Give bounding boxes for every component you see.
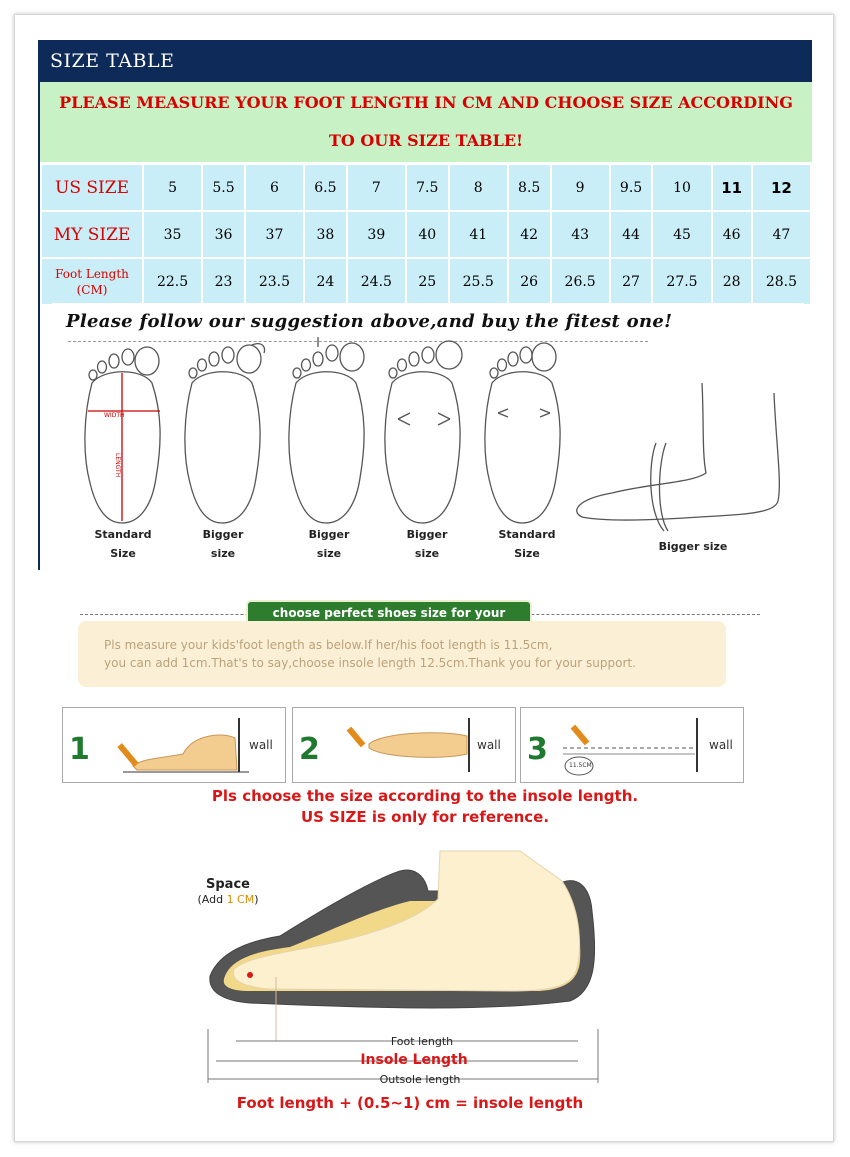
foot-caption-line: Size <box>110 547 136 560</box>
table-cell: 9 <box>552 165 609 210</box>
table-cell: 27 <box>611 259 652 304</box>
table-cell: 8 <box>450 165 507 210</box>
size-instruction <box>40 82 812 162</box>
insole-length-label: Insole Length <box>360 1052 468 1068</box>
foot-caption-line: size <box>414 547 440 560</box>
feet-illustration <box>52 333 804 543</box>
table-cell: 5 <box>144 165 201 210</box>
table-cell: 45 <box>653 212 710 257</box>
foot-caption-bigger-side: Bigger size <box>658 540 728 553</box>
size-chart-table <box>40 163 812 306</box>
space-note <box>188 893 268 906</box>
table-cell: 28.5 <box>753 259 810 304</box>
foot-length-row <box>42 259 810 304</box>
outsole-length-label: Outsole length <box>379 1073 461 1086</box>
foot-caption-standard <box>492 525 562 563</box>
instruction-line-2: TO OUR SIZE TABLE! <box>328 131 524 150</box>
table-cell: 10 <box>653 165 710 210</box>
width-label: WIDTH <box>104 412 125 419</box>
table-cell: 23 <box>203 259 244 304</box>
table-cell: 6 <box>246 165 303 210</box>
foot-caption-line: Bigger <box>406 528 448 541</box>
foot-caption-bigger <box>188 525 258 563</box>
table-cell: 42 <box>509 212 550 257</box>
table-cell: 43 <box>552 212 609 257</box>
foot-caption-line: Standard <box>94 528 152 541</box>
step-number: 3 <box>527 732 548 767</box>
space-note-accent: 1 CM <box>226 893 255 906</box>
table-cell: 46 <box>713 212 751 257</box>
table-cell: 38 <box>305 212 346 257</box>
wall-label: wall <box>709 738 733 752</box>
table-cell: 9.5 <box>611 165 652 210</box>
wall-label: wall <box>249 738 273 752</box>
table-cell: 28 <box>713 259 751 304</box>
table-cell: 24.5 <box>348 259 405 304</box>
table-cell: 47 <box>753 212 810 257</box>
size-table-title: SIZE TABLE <box>40 40 812 82</box>
table-cell: 37 <box>246 212 303 257</box>
insole-formula: Foot length + (0.5~1) cm = insole length <box>236 1094 584 1112</box>
suggestion-text: Please follow our suggestion above,and buy the fitest one! <box>66 311 673 332</box>
kids-guide-title: choose perfect shoes size for your <box>248 602 530 624</box>
kids-guide-note <box>78 621 726 687</box>
length-label: LENGTH <box>114 453 121 478</box>
shoe-foot-diagram <box>190 841 610 1041</box>
ruler-value-label: 11.5CM <box>569 762 592 769</box>
step-number: 2 <box>299 732 320 767</box>
table-cell: 7.5 <box>407 165 448 210</box>
foot-caption-line: Standard <box>498 528 556 541</box>
table-cell: 7 <box>348 165 405 210</box>
row-label-my-size: MY SIZE <box>42 212 142 257</box>
table-cell: 36 <box>203 212 244 257</box>
fit-suggestion-panel <box>52 303 804 571</box>
row-label-foot-length <box>42 259 142 304</box>
foot-length-unit: (CM) <box>76 282 108 297</box>
table-cell: 40 <box>407 212 448 257</box>
space-note-prefix: (Add <box>197 893 227 906</box>
foot-length-label: Foot length <box>390 1035 454 1048</box>
foot-caption-line: size <box>316 547 342 560</box>
row-label-us-size: US SIZE <box>42 165 142 210</box>
table-cell: 39 <box>348 212 405 257</box>
us-size-notice: US SIZE is only for reference. <box>300 808 550 826</box>
measure-step-1 <box>62 707 286 783</box>
kids-size-guide <box>40 571 810 1116</box>
foot-caption-line: Size <box>514 547 540 560</box>
table-cell: 8.5 <box>509 165 550 210</box>
note-line-2: you can add 1cm.That's to say,choose insole length 12.5cm.Thank you for your support. <box>104 656 636 670</box>
foot-caption-line: size <box>210 547 236 560</box>
table-cell: 24 <box>305 259 346 304</box>
measure-step-2 <box>292 707 516 783</box>
standard-foot-drawing <box>85 347 160 523</box>
table-cell: 44 <box>611 212 652 257</box>
space-note-suffix: ) <box>254 893 259 906</box>
table-cell: 25 <box>407 259 448 304</box>
foot-caption-standard <box>88 525 158 563</box>
table-cell: 27.5 <box>653 259 710 304</box>
table-cell: 26.5 <box>552 259 609 304</box>
step-number: 1 <box>69 732 90 767</box>
table-cell: 23.5 <box>246 259 303 304</box>
note-line-1: Pls measure your kids'foot length as below.If her/his foot length is 11.5cm, <box>104 638 553 652</box>
foot-caption-line: Bigger <box>308 528 350 541</box>
table-cell: 35 <box>144 212 201 257</box>
table-cell: 6.5 <box>305 165 346 210</box>
insole-notice: Pls choose the size according to the insole length. <box>211 787 639 805</box>
table-cell: 41 <box>450 212 507 257</box>
foot-length-label: Foot Length <box>55 266 129 281</box>
space-label: Space <box>206 877 250 892</box>
foot-caption-bigger <box>294 525 364 563</box>
foot-top-view-icon <box>333 714 483 778</box>
table-cell: 22.5 <box>144 259 201 304</box>
table-cell: 26 <box>509 259 550 304</box>
instruction-line-1: PLEASE MEASURE YOUR FOOT LENGTH IN CM AND CHOOSE SIZE ACCORDING <box>59 93 793 112</box>
foot-on-ruler-icon <box>103 714 253 778</box>
wall-label: wall <box>477 738 501 752</box>
table-cell: 25.5 <box>450 259 507 304</box>
table-cell: 12 <box>753 165 810 210</box>
foot-caption-line: Bigger <box>202 528 244 541</box>
measure-step-3 <box>520 707 744 783</box>
table-cell: 11 <box>713 165 751 210</box>
us-size-row <box>42 165 810 210</box>
foot-caption-bigger <box>392 525 462 563</box>
my-size-row <box>42 212 810 257</box>
table-cell: 5.5 <box>203 165 244 210</box>
